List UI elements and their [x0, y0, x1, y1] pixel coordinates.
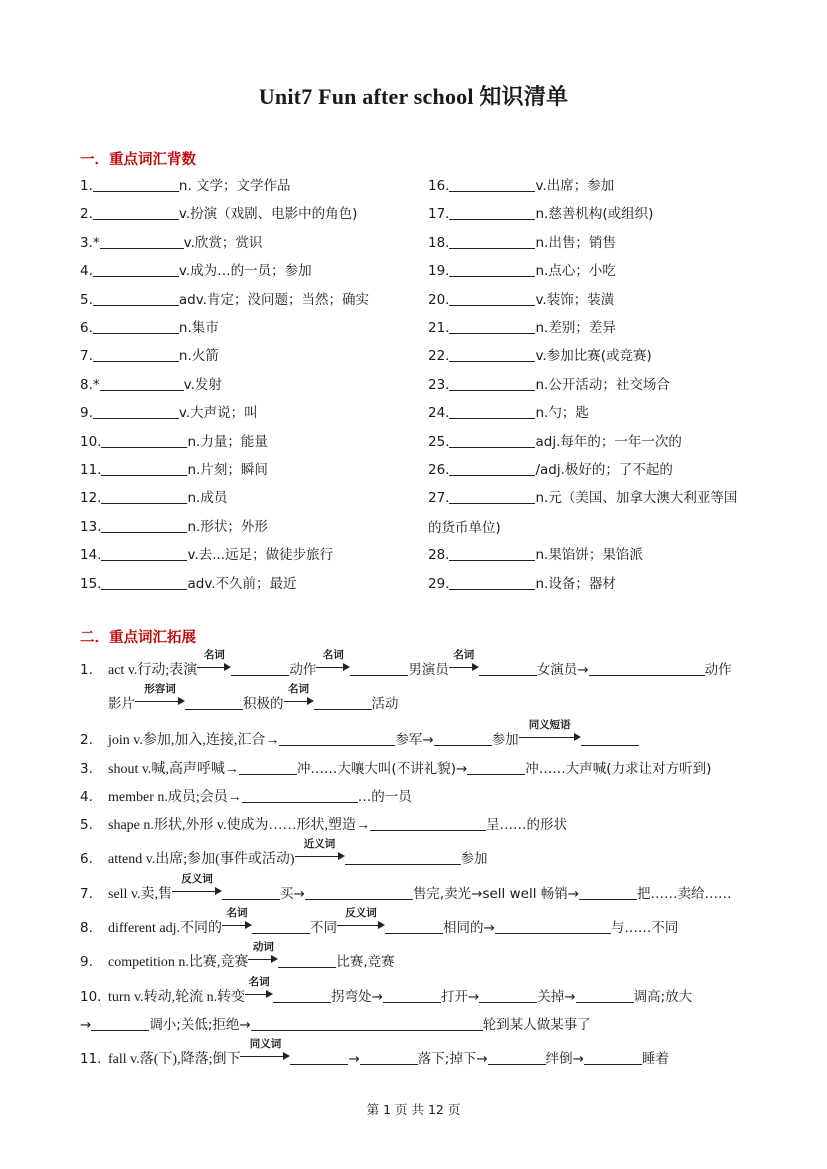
answer-blank[interactable]	[242, 788, 358, 803]
arrow-icon: 同义短语	[519, 733, 581, 743]
vocab-item: 28. n.果馅饼；果馅派	[428, 547, 643, 564]
answer-blank[interactable]	[479, 988, 537, 1003]
answer-blank[interactable]	[93, 291, 179, 306]
section-heading-extension: 二．重点词汇拓展	[80, 630, 196, 646]
vocab-item: 3.* v.欣赏；赏识	[80, 234, 263, 251]
ext-row-11: 11. fall v.落(下),降落;倒下 同义词 → 落下;掉下→ 绊倒→ 睡着	[80, 1038, 669, 1067]
answer-blank[interactable]	[449, 262, 535, 277]
answer-blank[interactable]	[93, 347, 179, 362]
vocab-item: 12. n.成员	[80, 490, 228, 507]
ext-row-1b: 影片 形容词 积极的 名词 活动	[108, 683, 399, 712]
vocab-item: 2. v.扮演（戏剧、电影中的角色)	[80, 206, 358, 223]
vocab-item: 10. n.力量；能量	[80, 433, 268, 450]
vocab-item: 24. n.勺；匙	[428, 405, 589, 422]
ext-row-9: 9. competition n.比赛,竞赛 动词 比赛,竞赛	[80, 941, 395, 970]
answer-blank[interactable]	[345, 850, 461, 865]
section-heading-vocab: 一．重点词汇背数	[80, 152, 196, 168]
answer-blank[interactable]	[93, 262, 179, 277]
answer-blank[interactable]	[589, 661, 705, 676]
answer-blank[interactable]	[101, 461, 187, 476]
ext-row-10: 10. turn v.转动,轮流 n.转变 名词 拐弯处→ 打开→ 关掉→ 调高;放大	[80, 976, 693, 1005]
answer-blank[interactable]	[576, 988, 634, 1003]
page-footer: 第 1 页 共 12 页	[366, 1102, 461, 1117]
vocab-item: 25. adj.每年的；一年一次的	[428, 433, 682, 450]
answer-blank[interactable]	[449, 347, 535, 362]
vocab-item: 9. v.大声说；叫	[80, 405, 258, 422]
arrow-icon: 反义词	[172, 887, 222, 897]
ext-row-10b: → 调小;关低;拒绝→ 轮到某人做某事了	[80, 1017, 591, 1033]
vocab-item: 15. adv.不久前；最近	[80, 575, 297, 592]
ext-row-5: 5. shape n.形状,外形 v.使成为……形状,塑造→ 呈……的形状	[80, 817, 567, 833]
arrow-icon: 名词	[197, 663, 231, 673]
vocab-item: 27. n.元（美国、加拿大澳大利亚等国	[428, 490, 738, 507]
vocab-item: 22. v.参加比赛(或竞赛)	[428, 348, 652, 365]
arrow-icon: 名词	[222, 921, 252, 931]
ext-row-1: 1. act v.行动;表演 名词 动作 名词 男演员 名词 女演员→ 动作	[80, 649, 732, 678]
answer-blank[interactable]	[449, 177, 535, 192]
answer-blank[interactable]	[579, 885, 637, 900]
answer-blank[interactable]	[449, 205, 535, 220]
vocab-item: 18. n.出售；销售	[428, 234, 616, 251]
answer-blank[interactable]	[584, 1050, 642, 1065]
ext-row-7: 7. sell v.卖,售 反义词 买→ 售完,卖光→sell well 畅销→ 把……卖给……	[80, 873, 732, 902]
arrow-icon: 形容词	[135, 697, 185, 707]
vocab-item: 7. n.火箭	[80, 348, 219, 365]
answer-blank[interactable]	[385, 919, 443, 934]
answer-blank[interactable]	[479, 661, 537, 676]
answer-blank[interactable]	[251, 1016, 483, 1031]
answer-blank[interactable]	[100, 234, 184, 249]
vocab-item: 4. v.成为…的一员；参加	[80, 263, 312, 280]
answer-blank[interactable]	[449, 461, 535, 476]
ext-row-3: 3. shout v.喊,高声呼喊→ 冲……大嚷大叫(不讲礼貌)→ 冲……大声喊(力求让对方听到)	[80, 761, 712, 777]
arrow-icon: 名词	[316, 663, 350, 673]
vocab-item: 11. n.片刻；瞬间	[80, 462, 268, 478]
vocab-item: 17. n.慈善机构(或组织)	[428, 206, 654, 223]
answer-blank[interactable]	[449, 546, 535, 561]
answer-blank[interactable]	[449, 291, 535, 306]
answer-blank[interactable]	[101, 575, 187, 590]
vocab-item: 21. n.差别；差异	[428, 320, 616, 336]
vocab-item: 1. n. 文学；文学作品	[80, 178, 291, 194]
vocab-item: 23. n.公开活动；社交场合	[428, 376, 670, 393]
answer-blank[interactable]	[279, 731, 395, 746]
answer-blank[interactable]	[449, 575, 535, 590]
answer-blank[interactable]	[449, 234, 535, 249]
answer-blank[interactable]	[305, 885, 413, 900]
answer-blank[interactable]	[101, 433, 187, 448]
answer-blank[interactable]	[93, 404, 179, 419]
ext-row-8: 8. different adj.不同的 名词 不同 反义词 相同的→ 与……不同	[80, 907, 679, 936]
answer-blank[interactable]	[93, 177, 179, 192]
page-title: Unit7 Fun after school 知识清单	[258, 84, 569, 109]
arrow-icon: 同义词	[240, 1052, 290, 1062]
answer-blank[interactable]	[449, 319, 535, 334]
answer-blank[interactable]	[449, 489, 535, 504]
answer-blank[interactable]	[101, 546, 187, 561]
answer-blank[interactable]	[101, 518, 187, 533]
vocab-item: 14. v.去...远足；做徒步旅行	[80, 547, 334, 564]
answer-blank[interactable]	[185, 695, 243, 710]
arrow-icon: 名词	[245, 990, 273, 1000]
arrow-icon: 动词	[248, 955, 278, 965]
answer-blank[interactable]	[222, 885, 280, 900]
answer-blank[interactable]	[252, 919, 310, 934]
answer-blank[interactable]	[273, 988, 331, 1003]
answer-blank[interactable]	[93, 319, 179, 334]
answer-blank[interactable]	[278, 953, 336, 968]
answer-blank[interactable]	[231, 661, 289, 676]
answer-blank[interactable]	[101, 489, 187, 504]
answer-blank[interactable]	[93, 205, 179, 220]
answer-blank[interactable]	[449, 404, 535, 419]
vocab-item: 26. /adj.极好的；了不起的	[428, 462, 673, 478]
vocab-item: 19. n.点心；小吃	[428, 263, 616, 280]
answer-blank[interactable]	[100, 376, 184, 391]
answer-blank[interactable]	[239, 760, 297, 775]
answer-blank[interactable]	[360, 1050, 418, 1065]
vocab-27-continuation: 的货币单位)	[428, 520, 501, 536]
vocab-item: 6. n.集市	[80, 320, 219, 336]
answer-blank[interactable]	[467, 760, 525, 775]
answer-blank[interactable]	[581, 731, 639, 746]
answer-blank[interactable]	[314, 695, 372, 710]
answer-blank[interactable]	[488, 1050, 546, 1065]
answer-blank[interactable]	[383, 988, 441, 1003]
answer-blank[interactable]	[434, 731, 492, 746]
vocab-item: 20. v.装饰；装潢	[428, 291, 615, 308]
arrow-icon: 名词	[284, 697, 314, 707]
vocab-item: 13. n.形状；外形	[80, 518, 268, 535]
answer-blank[interactable]	[370, 816, 486, 831]
vocab-item: 16. v.出席；参加	[428, 178, 615, 194]
arrow-icon: 近义词	[295, 852, 345, 862]
answer-blank[interactable]	[290, 1050, 348, 1065]
answer-blank[interactable]	[449, 433, 535, 448]
ext-row-2: 2. join v.参加,加入,连接,汇合→ 参军→ 参加 同义短语	[80, 731, 639, 750]
ext-row-4: 4. member n.成员;会员→ …的一员	[80, 789, 412, 805]
ext-row-6: 6. attend v.出席;参加(事件或活动) 近义词 参加	[80, 838, 488, 867]
arrow-icon: 名词	[449, 663, 479, 673]
answer-blank[interactable]	[449, 376, 535, 391]
vocab-item: 8.* v.发射	[80, 376, 222, 393]
vocab-item: 5. adv.肯定；没问题；当然；确实	[80, 291, 369, 308]
arrow-icon: 反义词	[337, 921, 385, 931]
answer-blank[interactable]	[350, 661, 408, 676]
answer-blank[interactable]	[91, 1016, 149, 1031]
answer-blank[interactable]	[495, 919, 611, 934]
vocab-item: 29. n.设备；器材	[428, 575, 616, 592]
